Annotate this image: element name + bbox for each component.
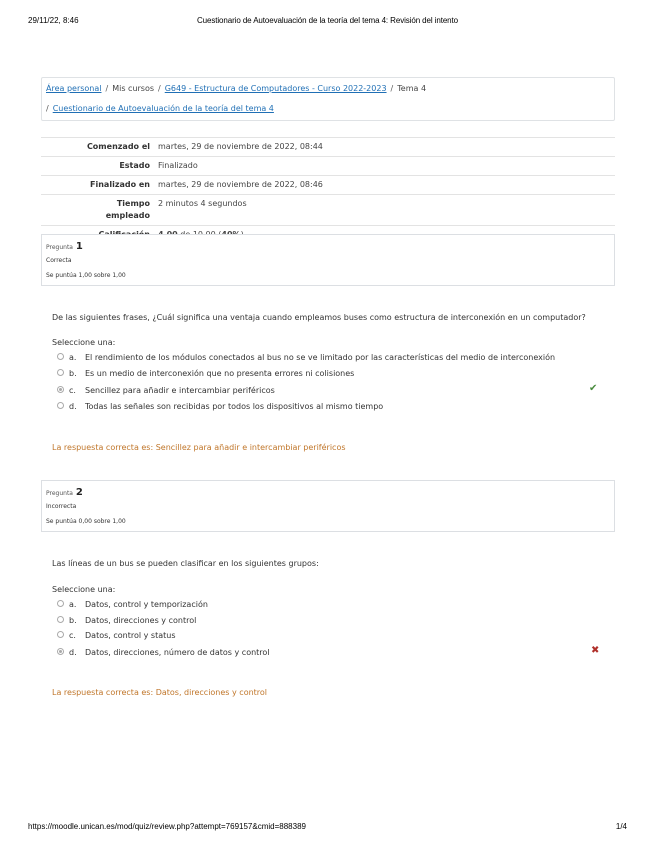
question-prefix: Pregunta xyxy=(46,490,73,497)
summary-row xyxy=(41,157,615,176)
breadcrumb-quiz[interactable]: Cuestionario de Autoevaluación de la teoría del tema 4 xyxy=(52,104,274,113)
answer-letter: c. xyxy=(69,631,76,640)
print-url: https://moodle.unican.es/mod/quiz/review.php?attempt=769157&cmid=888389 xyxy=(28,822,306,831)
question-number-value: 1 xyxy=(75,241,83,252)
answer-option[interactable] xyxy=(57,616,196,628)
summary-row xyxy=(41,138,615,157)
radio-button[interactable] xyxy=(57,600,64,607)
breadcrumb-course[interactable]: G649 - Estructura de Computadores - Curso 2022-2023 xyxy=(164,84,387,93)
answer-letter: d. xyxy=(69,648,77,657)
question-text: De las siguientes frases, ¿Cuál significa una ventaja cuando empleamos buses como estructura de interconexión en un computador? xyxy=(52,313,586,322)
question-state: Correcta xyxy=(46,257,72,264)
breadcrumb-separator: / xyxy=(46,104,49,113)
print-date: 29/11/22, 8:46 xyxy=(28,16,79,25)
print-title: Cuestionario de Autoevaluación de la teoría del tema 4: Revisión del intento xyxy=(196,16,459,25)
summary-label: Estado xyxy=(41,157,154,176)
answer-letter: d. xyxy=(69,402,77,411)
print-footer xyxy=(0,818,655,834)
radio-button[interactable] xyxy=(57,353,64,360)
answer-letter: b. xyxy=(69,369,77,378)
breadcrumb-separator: / xyxy=(158,84,161,93)
breadcrumb xyxy=(41,77,615,121)
answer-option[interactable] xyxy=(57,369,354,381)
summary-value: 2 minutos 4 segundos xyxy=(154,195,615,226)
answer-text: Datos, control y status xyxy=(85,631,176,640)
answer-option[interactable] xyxy=(57,648,270,660)
check-icon: ✔ xyxy=(589,383,598,394)
answer-text: Sencillez para añadir e intercambiar periféricos xyxy=(85,386,275,395)
question-number-value: 2 xyxy=(75,487,83,498)
question-number xyxy=(46,241,83,252)
answer-letter: c. xyxy=(69,386,76,395)
right-answer: La respuesta correcta es: Datos, direcciones y control xyxy=(52,688,268,697)
question-text: Las líneas de un bus se pueden clasificar en los siguientes grupos: xyxy=(52,559,319,568)
answer-text: Todas las señales son recibidas por todos los dispositivos al mismo tiempo xyxy=(85,402,384,411)
answer-text: El rendimiento de los módulos conectados al bus no se ve limitado por las características del medio de interconexión xyxy=(85,353,556,362)
summary-label: Finalizado en xyxy=(41,176,154,195)
cross-icon: ✖ xyxy=(591,645,600,656)
breadcrumb-separator: / xyxy=(390,84,394,93)
question-info-2 xyxy=(41,480,615,532)
question-prefix: Pregunta xyxy=(46,244,73,251)
breadcrumb-mis-cursos: Mis cursos xyxy=(112,84,155,93)
question-grade: Se puntúa 0,00 sobre 1,00 xyxy=(46,518,126,525)
question-number xyxy=(46,487,83,498)
answer-prompt: Seleccione una: xyxy=(52,338,116,347)
answer-option[interactable] xyxy=(57,600,208,612)
radio-button[interactable] xyxy=(57,402,64,409)
summary-label: Tiempo empleado xyxy=(41,195,154,226)
breadcrumb-area-personal[interactable]: Área personal xyxy=(46,84,102,93)
answer-letter: b. xyxy=(69,616,77,625)
answer-text: Datos, direcciones y control xyxy=(85,616,197,625)
answer-option[interactable] xyxy=(57,402,383,414)
print-header xyxy=(0,12,655,28)
answer-text: Datos, direcciones, número de datos y control xyxy=(85,648,270,657)
summary-value: Finalizado xyxy=(154,157,615,176)
attempt-summary-table xyxy=(41,137,615,244)
print-page-number: 1/4 xyxy=(615,822,627,831)
question-state: Incorrecta xyxy=(46,503,77,510)
summary-value: martes, 29 de noviembre de 2022, 08:46 xyxy=(154,176,615,195)
answer-text: Es un medio de interconexión que no presenta errores ni colisiones xyxy=(85,369,355,378)
breadcrumb-topic: Tema 4 xyxy=(397,84,427,93)
radio-button-selected[interactable] xyxy=(57,648,64,655)
summary-row xyxy=(41,176,615,195)
radio-button[interactable] xyxy=(57,616,64,623)
summary-value: martes, 29 de noviembre de 2022, 08:44 xyxy=(154,138,615,157)
breadcrumb-separator: / xyxy=(105,84,109,93)
answer-option[interactable] xyxy=(57,631,175,643)
radio-button-selected[interactable] xyxy=(57,386,64,393)
answer-option[interactable] xyxy=(57,353,555,365)
answer-letter: a. xyxy=(69,600,77,609)
summary-row xyxy=(41,195,615,226)
summary-label: Comenzado el xyxy=(41,138,154,157)
answer-text: Datos, control y temporización xyxy=(85,600,208,609)
right-answer: La respuesta correcta es: Sencillez para añadir e intercambiar periféricos xyxy=(52,443,346,452)
radio-button[interactable] xyxy=(57,631,64,638)
answer-option[interactable] xyxy=(57,386,275,398)
question-grade: Se puntúa 1,00 sobre 1,00 xyxy=(46,272,126,279)
answer-prompt: Seleccione una: xyxy=(52,585,116,594)
question-info-1 xyxy=(41,234,615,286)
answer-letter: a. xyxy=(69,353,77,362)
radio-button[interactable] xyxy=(57,369,64,376)
